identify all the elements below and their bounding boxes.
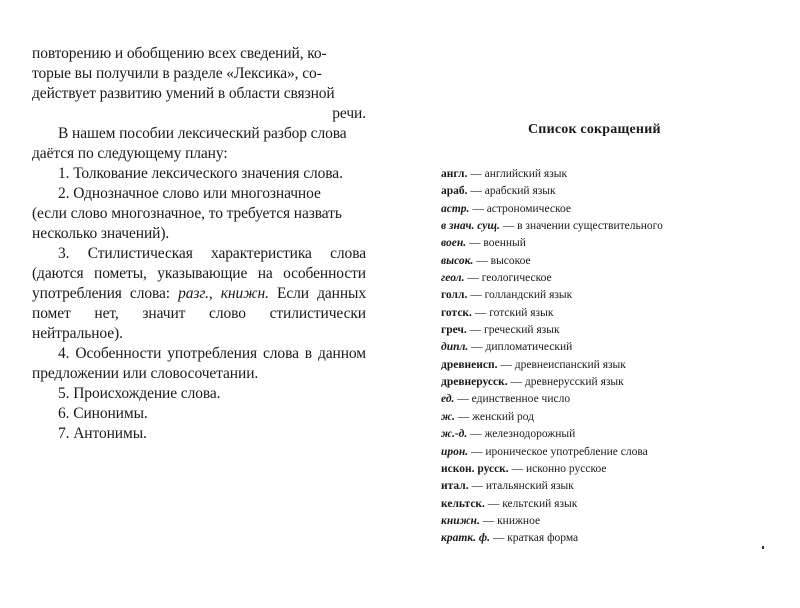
abbreviation-entry bbox=[441, 391, 663, 408]
abbreviation-term: ед. bbox=[441, 393, 455, 406]
page-speck bbox=[762, 546, 764, 549]
abbreviation-entry bbox=[441, 270, 663, 287]
abbreviation-term: астр. bbox=[441, 202, 470, 215]
abbreviation-entry bbox=[441, 166, 663, 183]
abbreviation-meaning: — высокое bbox=[473, 254, 531, 267]
abbreviations-title: Список сокращений bbox=[528, 122, 661, 137]
abbreviation-meaning: — древнерусский язык bbox=[507, 376, 624, 389]
right-page bbox=[400, 0, 800, 608]
abbreviation-entry bbox=[441, 496, 663, 513]
abbreviation-term: готск. bbox=[441, 306, 472, 319]
abbreviation-meaning: — греческий язык bbox=[466, 324, 560, 337]
abbreviation-entry bbox=[441, 426, 663, 443]
abbreviation-meaning: — готский язык bbox=[471, 306, 554, 319]
abbreviation-entry bbox=[441, 478, 663, 495]
paragraph-continuation bbox=[32, 44, 366, 104]
plan-item-5: 5. Происхождение слова. bbox=[58, 385, 221, 402]
abbreviation-entry bbox=[441, 357, 663, 374]
text-line: несколько значений). bbox=[32, 225, 170, 242]
abbreviation-meaning: — исконно русское bbox=[508, 462, 607, 475]
abbreviation-entry bbox=[441, 339, 663, 356]
text-line: 2. Однозначное слово или многозначное bbox=[58, 185, 321, 202]
abbreviations-list bbox=[441, 166, 663, 548]
abbreviation-meaning: — древнеиспанский язык bbox=[497, 358, 626, 371]
abbreviation-entry bbox=[441, 235, 663, 252]
abbreviation-entry bbox=[441, 218, 663, 235]
abbreviation-entry bbox=[441, 461, 663, 478]
abbreviation-meaning: — ироническое употребление слова bbox=[468, 445, 648, 458]
abbreviation-meaning: — дипломатический bbox=[468, 341, 573, 354]
abbreviation-term: греч. bbox=[441, 324, 467, 337]
abbreviation-meaning: — военный bbox=[466, 237, 526, 250]
plan-item-3-text-end: Если данных помет нет, значит слово стилистически нейтральное). bbox=[32, 285, 366, 342]
text-line: действует развитию умений в области связной bbox=[32, 85, 335, 102]
abbreviation-term: высок. bbox=[441, 254, 474, 267]
abbreviation-entry bbox=[441, 530, 663, 547]
abbreviation-term: англ. bbox=[441, 168, 468, 180]
abbreviation-entry bbox=[441, 287, 663, 304]
plan-item-1: 1. Толкование лексического значения слова. bbox=[58, 165, 343, 182]
abbreviation-term: кельтск. bbox=[441, 497, 485, 510]
abbreviation-term: дипл. bbox=[441, 341, 469, 354]
abbreviation-entry bbox=[441, 183, 663, 200]
text-line: повторению и обобщению всех сведений, ко- bbox=[32, 45, 327, 62]
abbreviation-term: воен. bbox=[441, 237, 467, 250]
plan-item-7: 7. Антонимы. bbox=[58, 425, 147, 442]
abbreviation-entry bbox=[441, 305, 663, 322]
abbreviation-term: кратк. ф. bbox=[441, 532, 490, 545]
text-line: даётся по следующему плану: bbox=[32, 145, 228, 162]
plan-item-4: 4. Особенности употребления слова в данном предложении или словосочетании. bbox=[32, 345, 366, 382]
abbreviation-meaning: — итальянский язык bbox=[468, 480, 574, 493]
text-line: (если слово многозначное, то требуется назвать bbox=[32, 205, 342, 222]
abbreviation-term: ирон. bbox=[441, 445, 469, 458]
paragraph-intro bbox=[32, 124, 366, 164]
abbreviation-meaning: — кельтский язык bbox=[484, 497, 578, 510]
plan-item-3 bbox=[32, 244, 366, 344]
text-line: В нашем пособии лексический разбор слова bbox=[58, 125, 347, 142]
left-page-text bbox=[32, 44, 366, 444]
abbreviation-term: ж. bbox=[441, 410, 455, 423]
abbreviation-term: искон. русск. bbox=[441, 462, 509, 475]
abbreviation-meaning: — голландский язык bbox=[467, 289, 573, 302]
plan-item-2 bbox=[32, 184, 366, 244]
abbreviation-term: араб. bbox=[441, 185, 468, 198]
abbreviation-term: ж.-д. bbox=[441, 428, 468, 441]
abbreviation-meaning: — женский род bbox=[454, 410, 535, 423]
abbreviation-meaning: — арабский язык bbox=[467, 185, 556, 198]
abbreviation-meaning: — английский язык bbox=[467, 168, 568, 180]
abbreviation-meaning: — краткая форма bbox=[489, 532, 579, 545]
abbreviation-entry bbox=[441, 253, 663, 270]
abbreviation-term: геол. bbox=[441, 272, 465, 285]
abbreviation-term: книжн. bbox=[441, 514, 480, 527]
abbreviation-term: итал. bbox=[441, 480, 469, 493]
style-marks-examples: разг., книжн. bbox=[178, 285, 269, 302]
abbreviation-term: в знач. сущ. bbox=[441, 220, 500, 233]
abbreviation-meaning: — астрономическое bbox=[469, 202, 571, 215]
abbreviation-entry bbox=[441, 201, 663, 218]
abbreviation-entry bbox=[441, 322, 663, 339]
abbreviation-entry bbox=[441, 409, 663, 426]
abbreviation-meaning: — единственное число bbox=[454, 393, 571, 406]
text-line: торые вы получили в разделе «Лексика», со- bbox=[32, 65, 322, 82]
abbreviation-meaning: — в значении существительного bbox=[499, 220, 663, 233]
abbreviation-entry bbox=[441, 513, 663, 530]
abbreviation-meaning: — железнодорожный bbox=[467, 428, 576, 441]
abbreviation-term: древнерусск. bbox=[441, 376, 508, 389]
abbreviation-term: древнеисп. bbox=[441, 358, 498, 371]
abbreviation-entry bbox=[441, 374, 663, 391]
abbreviation-entry bbox=[441, 444, 663, 461]
plan-item-3-text: 3. Стилистическая характеристика слова (даются пометы, указывающие на особенности употребления слова: bbox=[32, 245, 366, 302]
text-line-right: речи. bbox=[332, 105, 366, 122]
abbreviation-meaning: — книжное bbox=[479, 514, 541, 527]
plan-item-6: 6. Синонимы. bbox=[58, 405, 148, 422]
abbreviation-meaning: — геологическое bbox=[464, 272, 552, 285]
abbreviation-term: голл. bbox=[441, 289, 468, 302]
